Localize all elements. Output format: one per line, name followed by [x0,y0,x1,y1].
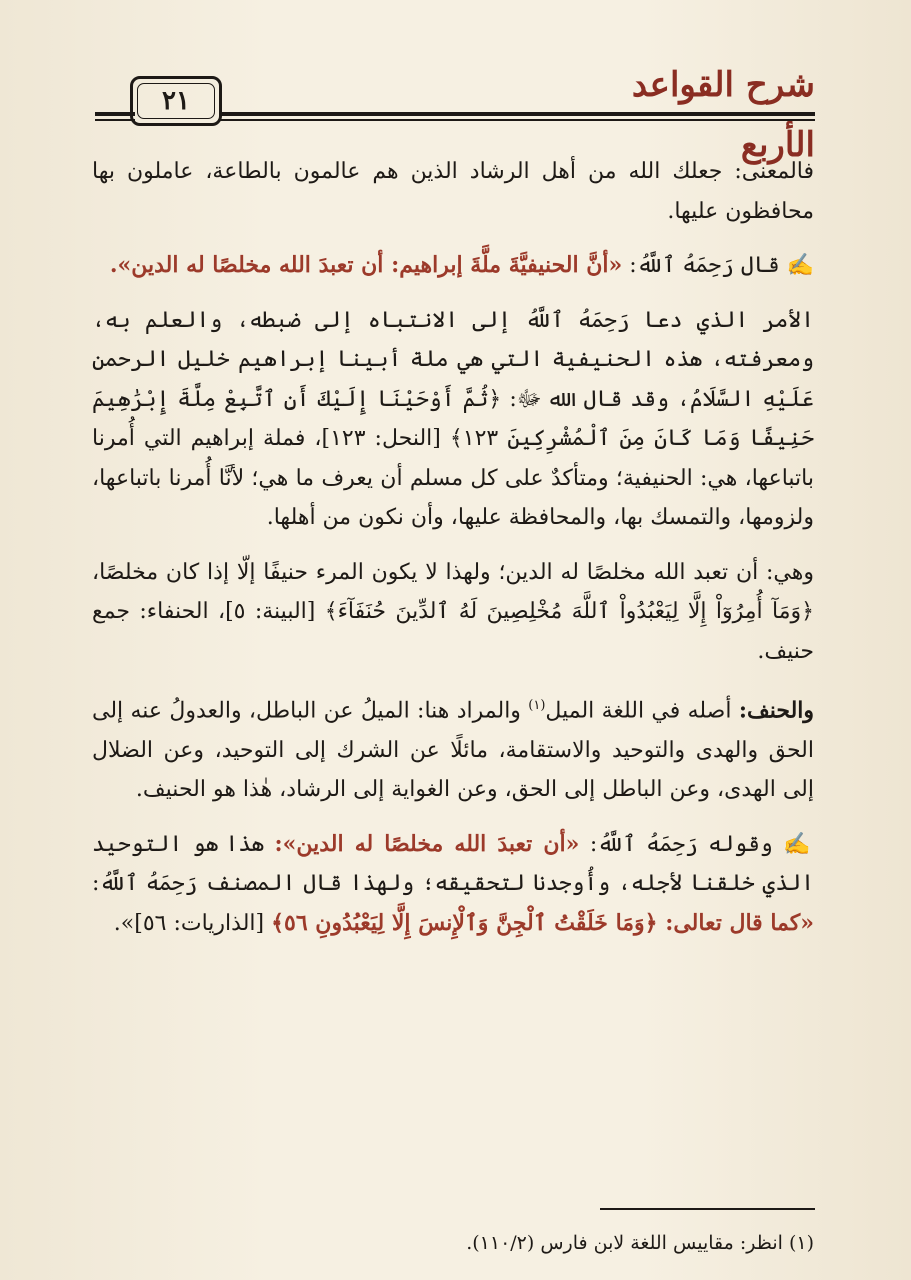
page-header [95,55,815,165]
paragraph [92,301,814,538]
quote-lead: قال رَحِمَهُ ٱللَّهُ: [629,253,780,278]
page-body [92,152,814,955]
verse-reference: [الذاريات: ٥٦]». [113,910,265,936]
header-rule [220,112,815,116]
header-rule-left [95,112,135,116]
footnote: (١) انظر: مقاييس اللغة لابن فارس (١١٠/٢). [466,1232,814,1254]
paragraph-text: وهي: أن تعبد الله مخلصًا له الدين؛ ولهذا لا يكون المرء حنيفًا إلّا إذا كان مخلصًا، ﴿وَمَآ أُمِرُوٓاْ إِلَّا لِيَعْبُدُواْ ٱللَّهَ مُخْلِصِينَ لَهُ ٱلدِّينَ حُنَفَآءَ﴾ [البينة: ٥]، الحنفاء: جمع حنيف. [92,559,814,664]
author-quote: «كما قال تعالى: ﴿وَمَا خَلَقْتُ ٱلْجِنَّ وَٱلْإِنسَ إِلَّا لِيَعْبُدُونِ ٥٦﴾ [271,909,814,936]
header-rule-thin [220,119,815,121]
pen-icon: ✍ [783,830,814,857]
page-number: ٢١ [137,83,215,119]
author-quote: «أنَّ الحنيفيَّةَ ملَّةَ إبراهيم: أن تعبدَ الله مخلصًا له الدين». [109,252,623,278]
paragraph [92,825,814,944]
footnote-ref: (١) [528,698,546,713]
author-quote: «أن تعبدَ الله مخلصًا له الدين»: [274,830,580,857]
paragraph-text: هذا هو التوحيد الذي خلقنا لأجله، وأُوجدنا لتحقيقه؛ ولهذا قال المصنف رَحِمَهُ ٱللَّهُ: [92,831,814,897]
book-title: شرح القواعد الأربع [631,65,815,165]
quote-lead: وقوله رَحِمَهُ ٱللَّهُ: [589,831,773,857]
paragraph [92,553,814,672]
paragraph [92,152,814,231]
pen-icon: ✍ [786,252,814,278]
paragraph-text: أصله في اللغة الميل [545,698,732,724]
defined-term: والحنف: [738,697,815,724]
header-rule-left-thin [95,119,135,121]
paragraph-text: فالمعنى: جعلك الله من أهل الرشاد الذين هم عالمون بالطاعة، عاملون بها محافظون عليها. [92,159,814,224]
footnote-separator [600,1208,815,1210]
paragraph [92,686,814,810]
paragraph-text: والمراد هنا: الميلُ عن الباطل، والعدولُ عنه إلى الحق والهدى والتوحيد والاستقامة، مائلًا عن الشرك إلى التوحيد، وعن الضلال إلى الهدى، وعن الباطل إلى الحق، وعن الغواية إلى الرشاد، هٰذا هو الحنيف. [92,698,814,803]
paragraph-text: الأمر الذي دعا رَحِمَهُ ٱللَّهُ إلى الانتباه إلى ضبطه، والعلم به، ومعرفته، هذه الحنيفية التي هي ملة أبينا إبراهيم خليل الرحمن عَلَيْهِ السَّلَامُ، وقد قال الله ﷻ: ﴿ثُمَّ أَوْحَيْنَا إِلَيْكَ أَنِ ٱتَّبِعْ مِلَّةَ إِبْرَٰهِيمَ حَنِيفًا وَمَا كَانَ مِنَ ٱلْمُشْرِكِينَ ١٢٣﴾ [النحل: ١٢٣]، فملة إبراهيم التي أُمرنا باتباعها، هي: الحنيفية؛ ومتأكدٌ على كل مسلم أن يعرف ما هي؛ لأنَّا أُمرنا باتباعها، ولزومها، والتمسك بها، والمحافظة عليها، وأن نكون من أهلها. [92,307,814,530]
page-number-frame [130,76,222,126]
paragraph [92,246,814,286]
